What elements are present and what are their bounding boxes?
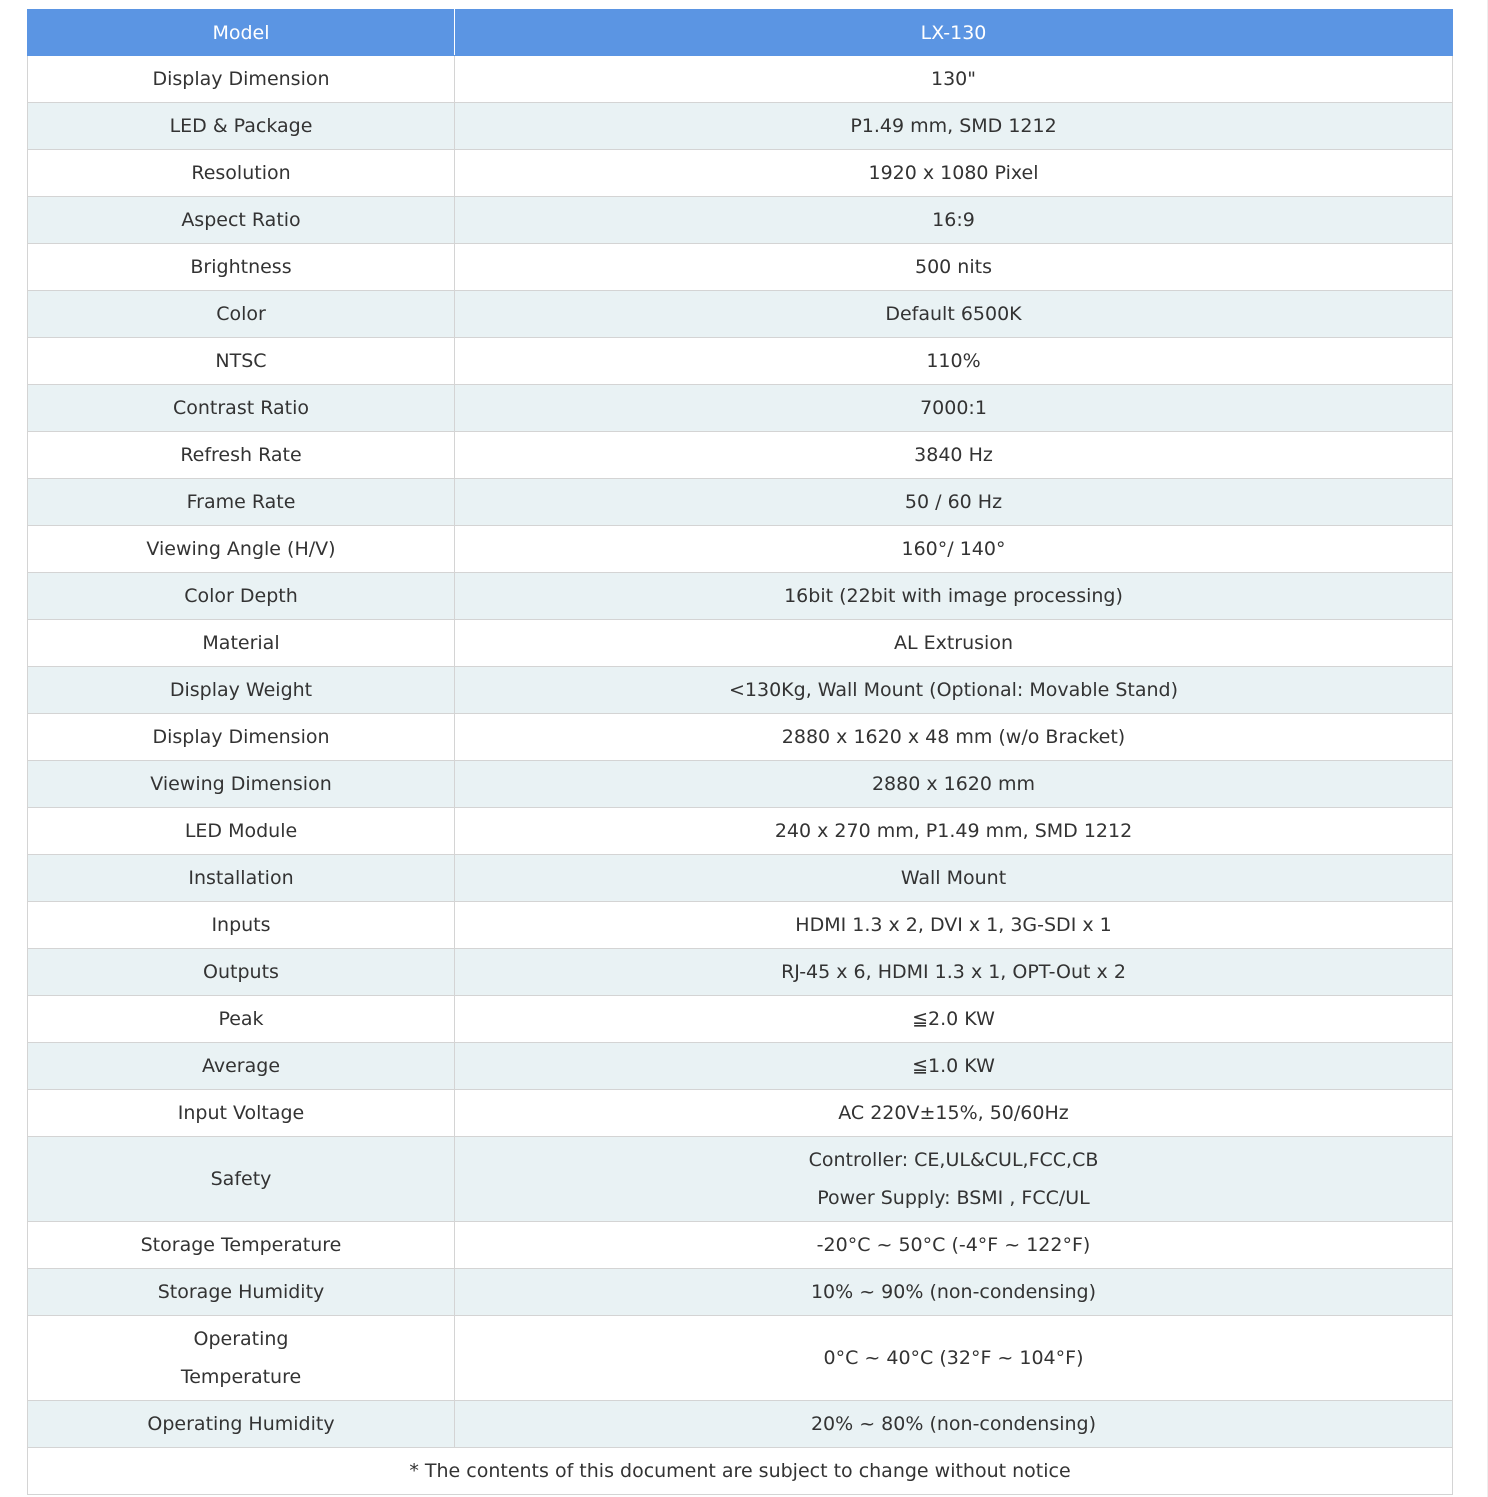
row-value: AL Extrusion [455, 620, 1453, 667]
table-row [28, 432, 1453, 479]
row-label: Installation [28, 855, 455, 902]
row-label: Input Voltage [28, 1090, 455, 1137]
table-row [28, 1316, 1453, 1401]
row-label: LED & Package [28, 103, 455, 150]
table-row [28, 56, 1453, 103]
table-row [28, 385, 1453, 432]
table-row [28, 197, 1453, 244]
row-value: 7000:1 [455, 385, 1453, 432]
row-label: Average [28, 1043, 455, 1090]
row-label: Operating Humidity [28, 1401, 455, 1448]
row-label: Contrast Ratio [28, 385, 455, 432]
table-row [28, 808, 1453, 855]
footnote-row [28, 1448, 1453, 1495]
row-value: 160°/ 140° [455, 526, 1453, 573]
row-label: Outputs [28, 949, 455, 996]
row-value: P1.49 mm, SMD 1212 [455, 103, 1453, 150]
spec-table [27, 9, 1453, 1495]
row-label: Viewing Dimension [28, 761, 455, 808]
row-label: NTSC [28, 338, 455, 385]
table-row [28, 573, 1453, 620]
row-value: -20°C ~ 50°C (-4°F ~ 122°F) [455, 1222, 1453, 1269]
row-value: 3840 Hz [455, 432, 1453, 479]
table-row [28, 150, 1453, 197]
row-label: Color [28, 291, 455, 338]
table-row [28, 1401, 1453, 1448]
table-row [28, 526, 1453, 573]
row-value: 2880 x 1620 x 48 mm (w/o Bracket) [455, 714, 1453, 761]
table-row [28, 667, 1453, 714]
row-value: 2880 x 1620 mm [455, 761, 1453, 808]
row-label: Safety [28, 1137, 455, 1222]
row-label: Viewing Angle (H/V) [28, 526, 455, 573]
row-label [28, 1316, 455, 1401]
row-value: 20% ~ 80% (non-condensing) [455, 1401, 1453, 1448]
row-label-line: Operating [193, 1328, 289, 1350]
row-value: 110% [455, 338, 1453, 385]
row-label: Inputs [28, 902, 455, 949]
table-row [28, 1137, 1453, 1222]
row-value: ≦2.0 KW [455, 996, 1453, 1043]
table-row [28, 761, 1453, 808]
header-label-cell: Model [28, 10, 455, 56]
row-label: Resolution [28, 150, 455, 197]
table-row [28, 1043, 1453, 1090]
row-value: 1920 x 1080 Pixel [455, 150, 1453, 197]
row-value-line: Power Supply: BSMI , FCC/UL [817, 1187, 1090, 1209]
row-value: 240 x 270 mm, P1.49 mm, SMD 1212 [455, 808, 1453, 855]
table-row [28, 1090, 1453, 1137]
row-label-line: Temperature [180, 1366, 302, 1388]
table-row [28, 1269, 1453, 1316]
table-row [28, 244, 1453, 291]
row-value: 130" [455, 56, 1453, 103]
table-row [28, 949, 1453, 996]
table-row [28, 291, 1453, 338]
row-value: AC 220V±15%, 50/60Hz [455, 1090, 1453, 1137]
table-row [28, 479, 1453, 526]
row-label: Display Weight [28, 667, 455, 714]
row-label: Material [28, 620, 455, 667]
row-label: Aspect Ratio [28, 197, 455, 244]
table-row [28, 620, 1453, 667]
table-row [28, 1222, 1453, 1269]
row-value: 0°C ~ 40°C (32°F ~ 104°F) [455, 1316, 1453, 1401]
table-header-row [28, 10, 1453, 56]
row-label: Refresh Rate [28, 432, 455, 479]
row-value: Wall Mount [455, 855, 1453, 902]
row-label: LED Module [28, 808, 455, 855]
row-label: Peak [28, 996, 455, 1043]
row-label: Storage Temperature [28, 1222, 455, 1269]
row-value: 16bit (22bit with image processing) [455, 573, 1453, 620]
table-row [28, 855, 1453, 902]
row-value: 16:9 [455, 197, 1453, 244]
table-row [28, 902, 1453, 949]
header-model-cell: LX-130 [455, 10, 1453, 56]
table-row [28, 103, 1453, 150]
row-value: 50 / 60 Hz [455, 479, 1453, 526]
row-label: Storage Humidity [28, 1269, 455, 1316]
row-label: Display Dimension [28, 714, 455, 761]
row-value: Default 6500K [455, 291, 1453, 338]
row-value [455, 1137, 1453, 1222]
row-value: ≦1.0 KW [455, 1043, 1453, 1090]
row-value: RJ-45 x 6, HDMI 1.3 x 1, OPT-Out x 2 [455, 949, 1453, 996]
row-value: <130Kg, Wall Mount (Optional: Movable Stand) [455, 667, 1453, 714]
table-row [28, 996, 1453, 1043]
table-row [28, 714, 1453, 761]
row-value: 500 nits [455, 244, 1453, 291]
row-value-line: Controller: CE,UL&CUL,FCC,CB [808, 1149, 1099, 1171]
footnote: * The contents of this document are subject to change without notice [28, 1448, 1453, 1495]
row-value: HDMI 1.3 x 2, DVI x 1, 3G-SDI x 1 [455, 902, 1453, 949]
row-label: Color Depth [28, 573, 455, 620]
row-label: Frame Rate [28, 479, 455, 526]
row-label: Display Dimension [28, 56, 455, 103]
row-value: 10% ~ 90% (non-condensing) [455, 1269, 1453, 1316]
row-label: Brightness [28, 244, 455, 291]
table-row [28, 338, 1453, 385]
